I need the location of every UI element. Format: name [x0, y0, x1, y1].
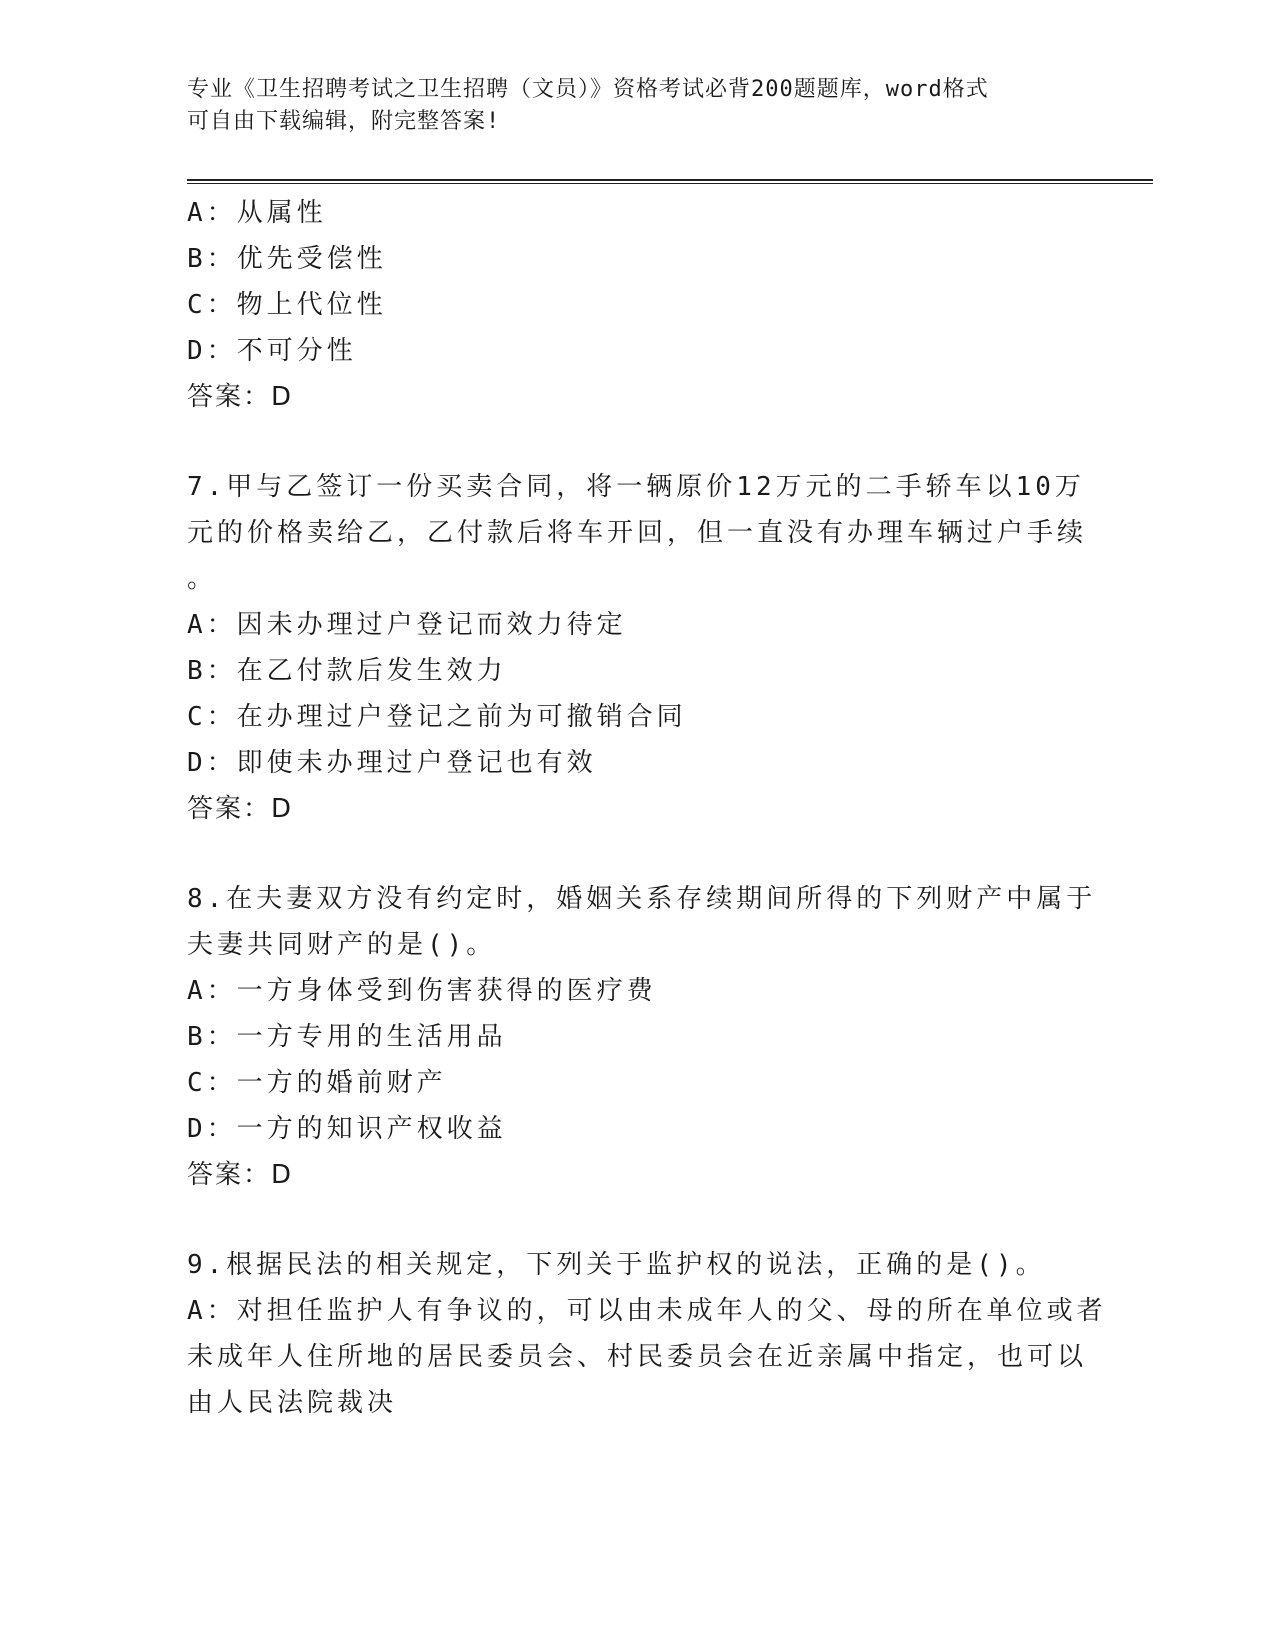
- document-body: [187, 190, 1107, 1426]
- option-a: A：对担任监护人有争议的，可以由未成年人的父、母的所在单位或者: [187, 1296, 1107, 1326]
- option-a: A：因未办理过户登记而效力待定: [187, 610, 627, 640]
- option-d: D：一方的知识产权收益: [187, 1114, 507, 1144]
- option-a: A：一方身体受到伤害获得的医疗费: [187, 976, 657, 1006]
- option-d: D：不可分性: [187, 336, 357, 366]
- question-line: 。: [187, 564, 218, 594]
- question-line: 夫妻共同财产的是()。: [187, 930, 497, 960]
- answer-label: 答案：D: [187, 1160, 294, 1190]
- option-a-continued: 未成年人住所地的居民委员会、村民委员会在近亲属中指定，也可以: [187, 1342, 1088, 1372]
- question-9: [187, 1242, 1107, 1426]
- option-c: C：在办理过户登记之前为可撤销合同: [187, 702, 687, 732]
- question-7: [187, 464, 1087, 832]
- header-divider: [187, 179, 1153, 184]
- option-b: B：优先受偿性: [187, 244, 387, 274]
- option-a: A：从属性: [187, 198, 327, 228]
- answer-label: 答案：D: [187, 794, 294, 824]
- question-8: [187, 876, 1097, 1198]
- option-b: B：在乙付款后发生效力: [187, 656, 507, 686]
- question-6-continued: [187, 190, 1087, 420]
- option-a-continued: 由人民法院裁决: [187, 1388, 398, 1418]
- header-title-line-1: 专业《卫生招聘考试之卫生招聘（文员）》资格考试必背200题题库，word格式: [187, 77, 989, 102]
- option-c: C：物上代位性: [187, 290, 387, 320]
- question-text: [187, 1242, 1087, 1288]
- header-title-line-2: 可自由下载编辑，附完整答案!: [187, 109, 501, 134]
- question-text: [187, 464, 1087, 602]
- question-line: 7.甲与乙签订一份买卖合同，将一辆原价12万元的二手轿车以10万: [187, 472, 1085, 502]
- option-d: D：即使未办理过户登记也有效: [187, 748, 597, 778]
- option-b: B：一方专用的生活用品: [187, 1022, 507, 1052]
- question-line: 元的价格卖给乙，乙付款后将车开回，但一直没有办理车辆过户手续: [187, 518, 1088, 548]
- option-c: C：一方的婚前财产: [187, 1068, 447, 1098]
- question-line: 8.在夫妻双方没有约定时，婚姻关系存续期间所得的下列财产中属于: [187, 884, 1097, 914]
- question-line: 9.根据民法的相关规定，下列关于监护权的说法，正确的是()。: [187, 1250, 1046, 1280]
- document-header: [187, 74, 1087, 138]
- answer-label: 答案：D: [187, 382, 294, 412]
- question-text: [187, 876, 1097, 968]
